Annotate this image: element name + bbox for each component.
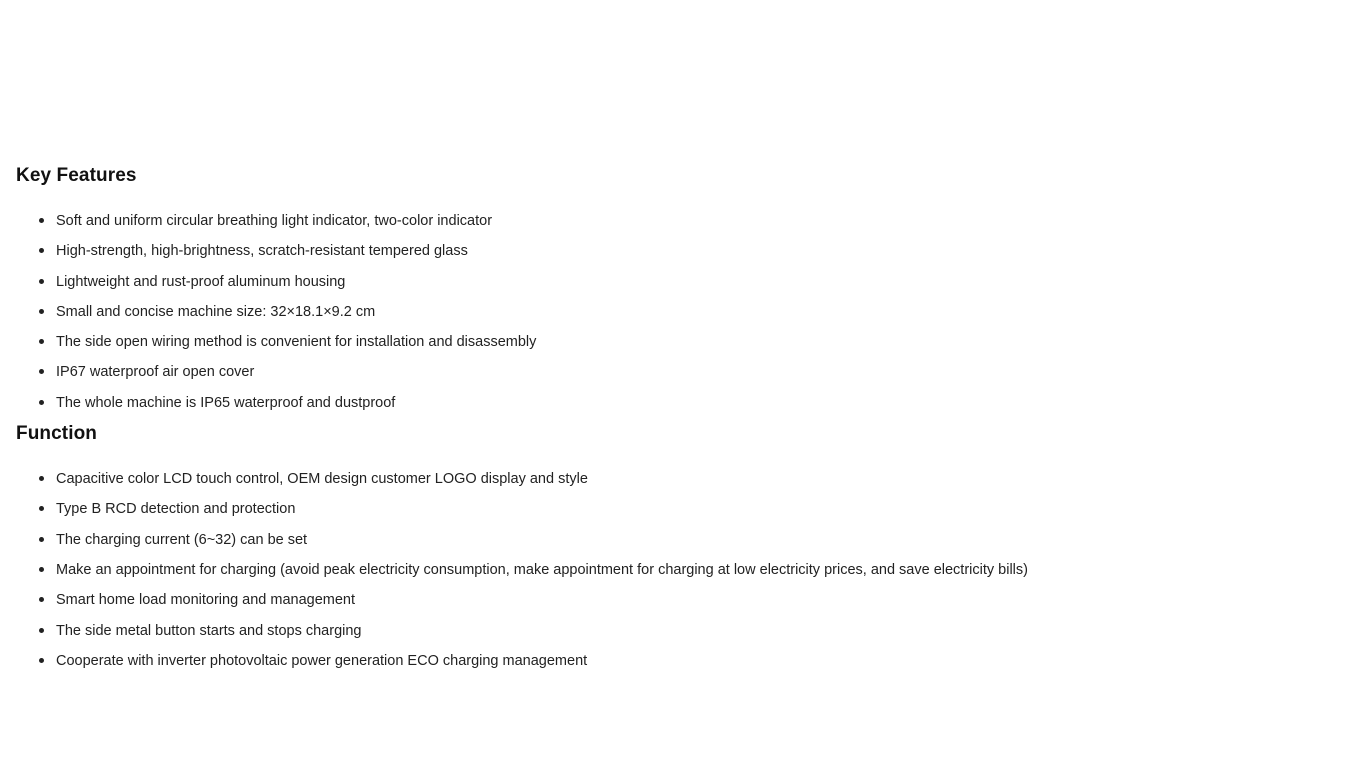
list-item-text: Small and concise machine size: 32×18.1×9.2 cm (56, 303, 376, 320)
bullet-icon (39, 309, 44, 314)
list-item-text: Cooperate with inverter photovoltaic power generation ECO charging management (56, 652, 588, 669)
function-list (16, 464, 1346, 676)
list-item (56, 494, 1346, 524)
list-item (56, 267, 1346, 297)
function-heading: Function (16, 423, 98, 445)
bullet-icon (39, 369, 44, 374)
list-item (56, 585, 1346, 615)
list-item-text: Soft and uniform circular breathing light indicator, two-color indicator (56, 213, 493, 229)
list-item-text: The side open wiring method is convenient for installation and disassembly (56, 334, 537, 351)
list-item-text: Type B RCD detection and protection (56, 501, 296, 518)
bullet-icon (39, 248, 44, 253)
list-item-text: Smart home load monitoring and management (56, 592, 356, 609)
list-item (56, 297, 1346, 327)
list-item-text: The charging current (6~32) can be set (56, 531, 308, 548)
bullet-icon (39, 339, 44, 344)
list-item-text: The side metal button starts and stops charging (56, 622, 362, 639)
list-item (56, 327, 1346, 357)
bullet-icon (39, 506, 44, 511)
list-item-text: The whole machine is IP65 waterproof and dustproof (56, 394, 396, 411)
bullet-icon (39, 537, 44, 542)
bullet-icon (39, 567, 44, 572)
bullet-icon (39, 218, 44, 223)
key-features-list (16, 206, 1346, 418)
list-item (56, 236, 1346, 266)
list-item (56, 616, 1346, 646)
bullet-icon (39, 279, 44, 284)
list-item (56, 464, 1346, 494)
list-item (56, 555, 1346, 585)
bullet-icon (39, 400, 44, 405)
list-item-text: Lightweight and rust-proof aluminum housing (56, 273, 346, 290)
list-item (56, 206, 1346, 236)
list-item (56, 646, 1346, 676)
list-item (56, 525, 1346, 555)
list-item-text: Capacitive color LCD touch control, OEM design customer LOGO display and style (56, 471, 588, 488)
bullet-icon (39, 597, 44, 602)
list-item-text: IP67 waterproof air open cover (56, 364, 255, 381)
list-item (56, 357, 1346, 387)
bullet-icon (39, 628, 44, 633)
product-description (16, 160, 1346, 676)
key-features-heading: Key Features (16, 165, 137, 186)
list-item-text: High-strength, high-brightness, scratch-resistant tempered glass (56, 243, 468, 260)
list-item (56, 388, 1346, 418)
bullet-icon (39, 476, 44, 481)
list-item-text: Make an appointment for charging (avoid peak electricity consumption, make appointment for charging at low electricity prices, and save electricity bills) (56, 561, 1028, 578)
bullet-icon (39, 658, 44, 663)
